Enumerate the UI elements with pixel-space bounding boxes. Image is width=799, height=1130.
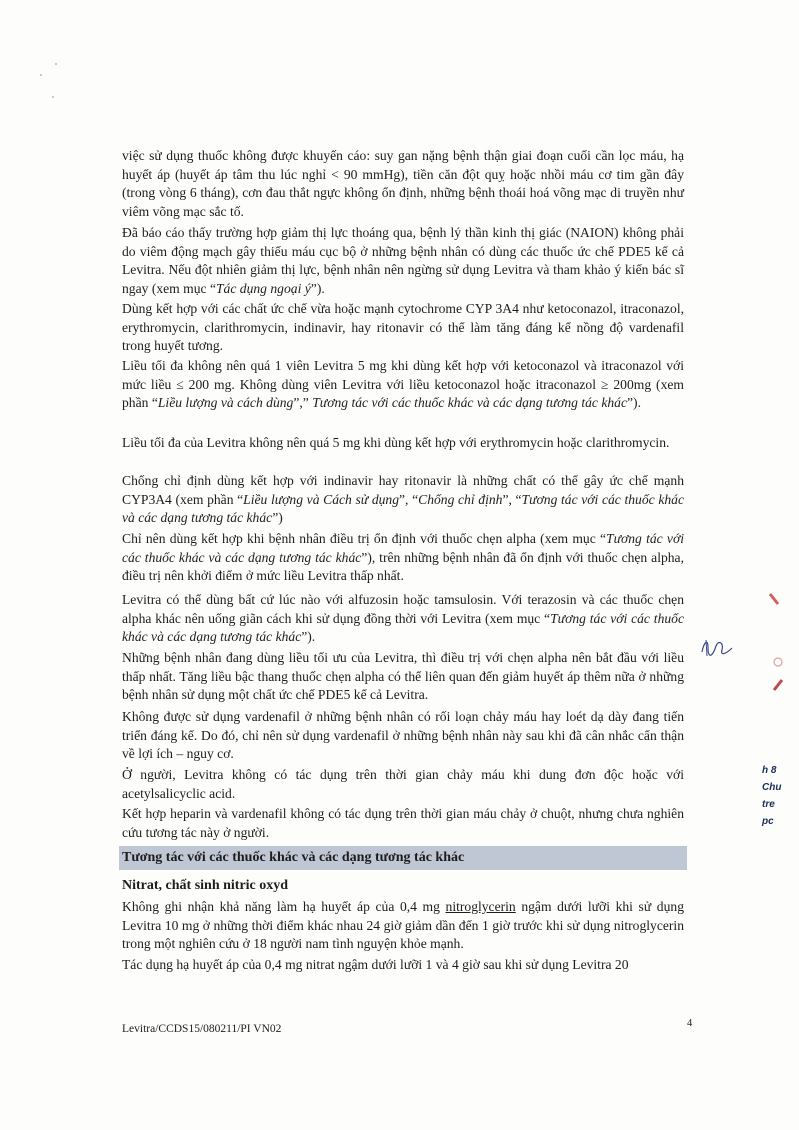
paragraph: Đã báo cáo thấy trường hợp giảm thị lực thoáng qua, bệnh lý thần kinh thị giác (NAION) không phải do viêm động mạch gây thiếu máu cục bộ ở những bệnh nhân có dùng các thuốc ức chế PDE5 kể cả Levitra. Nếu đột nhiên giảm thị lực, bệnh nhân nên ngừng sử dụng Levitra và tham khảo ý kiến bác sĩ ngay (xem mục “Tác dụng ngoại ý”). (122, 225, 684, 296)
paragraph: Những bệnh nhân đang dùng liều tối ưu của Levitra, thì điều trị với chẹn alpha nên bắt đầu với liều thấp nhất. Tăng liều bậc thang thuốc chẹn alpha có thể liên quan đến giảm huyết áp thêm nữa ở những bệnh nhân sử dụng một chất ức chế PDE5 kể cả Levitra. (122, 650, 684, 703)
cut-off-margin-stamp (762, 762, 799, 830)
scan-speck (40, 74, 42, 76)
paragraph: việc sử dụng thuốc không được khuyến cáo: suy gan nặng bệnh thận giai đoạn cuối cần lọc máu, hạ huyết áp (huyết áp tâm thu lúc nghỉ < 90 mmHg), tiền căn đột quỵ hoặc nhồi máu cơ tim gần đây (trong vòng 6 tháng), cơn đau thắt ngực không ổn định, những bệnh thoái hoá võng mạc di truyền như viêm võng mạc sắc tố. (122, 148, 684, 219)
sub-heading: Nitrat, chất sinh nitric oxyd (122, 878, 289, 893)
paragraph: Tác dụng hạ huyết áp của 0,4 mg nitrat ngậm dưới lưỡi 1 và 4 giờ sau khi sử dụng Levitra 20 (122, 957, 629, 972)
section-title: Tương tác với các thuốc khác và các dạng tương tác khác (122, 850, 465, 865)
handwritten-initials-mark (696, 632, 736, 664)
paragraph: Levitra có thể dùng bất cứ lúc nào với alfuzosin hoặc tamsulosin. Với terazosin và các thuốc chẹn alpha khác nên uống giãn cách khi sử dụng đồng thời với Levitra (xem mục “Tương tác với các thuốc khác và các dạng tương tác khác”). (122, 592, 685, 645)
margin-fragment: h 8 (762, 765, 777, 776)
page-number: 4 (687, 1018, 693, 1029)
document-code: Levitra/CCDS15/080211/PI VN02 (122, 1023, 282, 1035)
paragraph: Liều tối đa của Levitra không nên quá 5 mg khi dùng kết hợp với erythromycin hoặc clarithromycin. (122, 435, 670, 450)
paragraph: Không ghi nhận khả năng làm hạ huyết áp của 0,4 mg nitroglycerin ngậm dưới lưỡi khi sử dụng Levitra 10 mg ở những thời điểm khác nhau 24 giờ giảm dần đến 1 giờ trước khi sử dụng nitroglycerin trong một nghiên cứu ở 18 người nam tình nguyện khỏe mạnh. (122, 899, 684, 952)
paragraph: Không được sử dụng vardenafil ở những bệnh nhân có rối loạn chảy máu hay loét dạ dày đang tiến triển đáng kể. Do đó, chỉ nên sử dụng vardenafil ở những bệnh nhân này sau khi đã cân nhắc cẩn thận về lợi ích – nguy cơ. (122, 709, 684, 762)
stamp-edge-mark (764, 590, 799, 710)
margin-fragment: tre (762, 799, 775, 810)
margin-fragment: Chu (762, 782, 782, 793)
paragraph: Chống chỉ định dùng kết hợp với indinavir hay ritonavir là những chất có thể gây ức chế mạnh CYP3A4 (xem phần “Liều lượng và Cách sử dụng”, “Chống chỉ định”, “Tương tác với các thuốc khác và các dạng tương tác khác”) (122, 473, 684, 526)
margin-fragment: pc (762, 816, 774, 827)
scan-speck (55, 63, 57, 65)
paragraph: Liều tối đa không nên quá 1 viên Levitra 5 mg khi dùng kết hợp với ketoconazol và itraconazol với mức liều ≤ 200 mg. Không dùng viên Levitra với liều ketoconazol hoặc itraconazol ≥ 200mg (xem phần “Liều lượng và cách dùng”,” Tương tác với các thuốc khác và các dạng tương tác khác”). (122, 358, 684, 411)
paragraph: Ở người, Levitra không có tác dụng trên thời gian chảy máu khi dung đơn độc hoặc với acetylsalicyclic acid. (122, 767, 684, 801)
paragraph: Dùng kết hợp với các chất ức chế vừa hoặc mạnh cytochrome CYP 3A4 như ketoconazol, itraconazol, erythromycin, clarithromycin, indinavir, hay ritonavir có thể làm tăng đáng kể nồng độ vardenafil trong huyết tương. (122, 301, 684, 354)
scan-speck (52, 96, 54, 98)
paragraph: Chỉ nên dùng kết hợp khi bệnh nhân điều trị ổn định với thuốc chẹn alpha (xem mục “Tương tác với các thuốc khác và các dạng tương tác khác”), trên những bệnh nhân đã ổn định với thuốc chẹn alpha, điều trị nên khởi điểm ở mức liều Levitra thấp nhất. (122, 531, 684, 584)
paragraph: Kết hợp heparin và vardenafil không có tác dụng trên thời gian máu chảy ở chuột, nhưng chưa nghiên cứu tương tác này ở người. (122, 806, 684, 840)
section-heading-bar (119, 846, 687, 870)
